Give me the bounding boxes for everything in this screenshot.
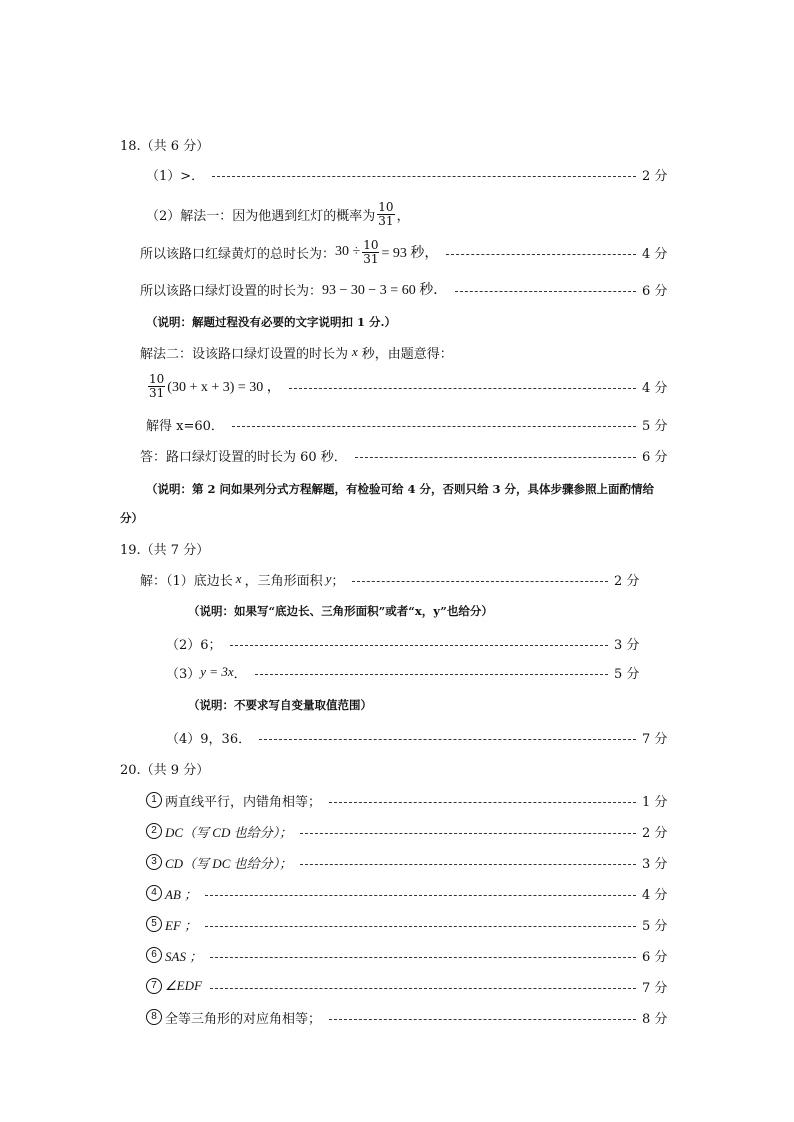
- score-label: 6 分: [642, 949, 668, 965]
- score-label: 8 分: [642, 1011, 668, 1027]
- list-item: 1 两直线平行，内错角相等； 1 分: [146, 789, 672, 811]
- circled-number: 5: [146, 916, 162, 932]
- list-item: 4 AB ； 4 分: [146, 882, 672, 904]
- score-label: 6 分: [642, 283, 668, 299]
- list-item: 8 全等三角形的对应角相等； 8 分: [146, 1006, 672, 1028]
- score-label: 2 分: [642, 825, 668, 841]
- q20-heading: 20.（共 9 分）: [120, 762, 210, 778]
- q19-note1: （说明：如果写“底边长、三角形面积”或者“x，y”也给分）: [188, 604, 493, 618]
- score-label: 3 分: [614, 637, 640, 653]
- q18-answer: 答：路口绿灯设置的时长为 60 秒． 6 分: [140, 444, 672, 466]
- q18-equation: $\frac{10}{31}$ (30 + x + 3) = 30 ， 4 分: [146, 370, 672, 402]
- q19-note2: （说明：不要求写自变量取值范围）: [188, 698, 372, 712]
- leader-dots: [446, 254, 636, 255]
- circled-number: 2: [146, 823, 162, 839]
- leader-dots: [212, 176, 636, 177]
- score-label: 4 分: [642, 380, 668, 396]
- leader-dots: [455, 291, 636, 292]
- score-label: 4 分: [642, 246, 668, 262]
- leader-dots: [232, 426, 636, 427]
- q18-note2: （说明：第 2 问如果列分式方程解题，有检验可给 4 分，否则只给 3 分，具体步骤参照上面酌情给: [146, 482, 655, 496]
- score-label: 5 分: [642, 918, 668, 934]
- leader-dots: [259, 739, 636, 740]
- q18-part2: （2）解法一：因为他遇到红灯的概率为 $\frac{10}{31}$ ，: [146, 199, 410, 228]
- score-label: 2 分: [614, 573, 640, 589]
- leader-dots: [230, 645, 608, 646]
- score-label: 7 分: [642, 731, 668, 747]
- circled-number: 1: [146, 792, 162, 808]
- leader-dots: [205, 895, 636, 896]
- circled-number: 6: [146, 947, 162, 963]
- q19-heading: 19.（共 7 分）: [120, 542, 210, 558]
- leader-dots: [255, 674, 608, 675]
- leader-dots: [210, 988, 636, 989]
- leader-dots: [352, 581, 608, 582]
- circled-number: 7: [146, 978, 162, 994]
- list-item: 3 CD（写 DC 也给分）； 3 分: [146, 851, 672, 873]
- leader-dots: [355, 457, 636, 458]
- score-label: 5 分: [642, 418, 668, 434]
- list-item: 5 EF ； 5 分: [146, 913, 672, 935]
- q19-part2: （2）6； 3 分: [166, 632, 644, 654]
- leader-dots: [210, 957, 636, 958]
- q18-total-duration: 所以该路口红绿黄灯的总时长为： 30 ÷ $\frac{10}{31}$ = 93 秒， 4 分: [140, 236, 672, 268]
- score-label: 4 分: [642, 887, 668, 903]
- fraction: $\frac{10}{31}$: [363, 237, 379, 266]
- score-label: 3 分: [642, 856, 668, 872]
- leader-dots: [329, 1019, 636, 1020]
- fraction: $\frac{10}{31}$: [149, 371, 165, 400]
- q19-part4: （4）9，36． 7 分: [166, 726, 672, 748]
- q18-part1-label: （1）>．: [146, 168, 205, 184]
- q18-solve: 解得 x=60． 5 分: [146, 413, 672, 435]
- circled-number: 3: [146, 854, 162, 870]
- circled-number: 4: [146, 885, 162, 901]
- q18-note1: （说明：解题过程没有必要的文字说明扣 1 分.）: [146, 315, 397, 329]
- score-label: 2 分: [642, 168, 668, 184]
- q18-part1: [146, 163, 672, 185]
- leader-dots: [289, 388, 636, 389]
- q18-green-duration: 所以该路口绿灯设置的时长为： 93 − 30 − 3 = 60 秒． 6 分: [140, 278, 672, 300]
- list-item: 2 DC（写 CD 也给分）； 2 分: [146, 820, 672, 842]
- list-item: 7 ∠EDF 7 分: [146, 975, 672, 997]
- score-label: 6 分: [642, 449, 668, 465]
- score-label: 1 分: [642, 794, 668, 810]
- q18-heading: 18.（共 6 分）: [120, 138, 210, 154]
- score-label: 5 分: [614, 666, 640, 682]
- circled-number: 8: [146, 1009, 162, 1025]
- fraction: $\frac{10}{31}$: [378, 199, 394, 228]
- leader-dots: [300, 864, 636, 865]
- list-item: 6 SAS ； 6 分: [146, 944, 672, 966]
- leader-dots: [205, 926, 636, 927]
- leader-dots: [300, 833, 636, 834]
- score-label: 7 分: [642, 980, 668, 996]
- q19-part1: 解：（1）底边长 x ，三角形面积 y ； 2 分: [140, 568, 644, 590]
- q18-note2-cont: 分）: [120, 511, 143, 525]
- q19-part3: （3） y = 3x ． 5 分: [166, 661, 644, 683]
- leader-dots: [329, 802, 636, 803]
- q18-method2: 解法二：设该路口绿灯设置的时长为 x 秒，由题意得：: [140, 344, 453, 362]
